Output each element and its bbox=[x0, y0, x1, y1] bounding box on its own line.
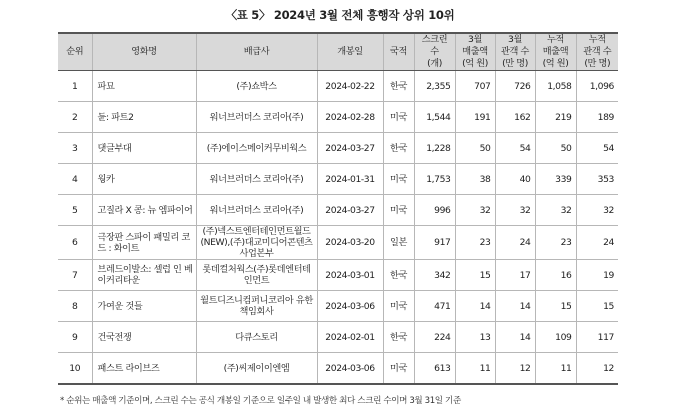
cell-sales: 50 bbox=[455, 133, 495, 164]
cell-audience: 24 bbox=[495, 226, 535, 260]
cell-country: 미국 bbox=[383, 291, 414, 322]
cell-sales: 32 bbox=[455, 195, 495, 226]
cell-rank: 8 bbox=[58, 291, 92, 322]
cell-audience: 40 bbox=[495, 164, 535, 195]
cell-screens: 471 bbox=[414, 291, 455, 322]
cell-rank: 2 bbox=[58, 102, 92, 133]
cell-distributor: 워너브러더스 코리아(주) bbox=[196, 195, 317, 226]
cell-country: 미국 bbox=[383, 353, 414, 385]
cell-release: 2024-03-01 bbox=[317, 260, 383, 291]
cell-audience: 726 bbox=[495, 71, 535, 102]
cell-release: 2024-03-06 bbox=[317, 291, 383, 322]
cell-distributor: (주)넥스트엔터테인먼트월드(NEW),(주)대교미디어콘텐츠사업본부 bbox=[196, 226, 317, 260]
table-row bbox=[58, 164, 618, 195]
table-title: 〈표 5〉 2024년 3월 전체 흥행작 상위 10위 bbox=[225, 8, 455, 22]
cell-country: 한국 bbox=[383, 322, 414, 353]
cell-rank: 7 bbox=[58, 260, 92, 291]
cell-screens: 224 bbox=[414, 322, 455, 353]
cell-audience: 14 bbox=[495, 322, 535, 353]
cell-audience: 17 bbox=[495, 260, 535, 291]
cell-audience: 14 bbox=[495, 291, 535, 322]
cell-sales: 14 bbox=[455, 291, 495, 322]
header-sales: 3월 매출액 (억 원) bbox=[455, 33, 495, 71]
cell-cum-sales: 109 bbox=[535, 322, 576, 353]
header-country: 국적 bbox=[383, 33, 414, 71]
cell-movie: 극장판 스파이 패밀리 코드 : 화이트 bbox=[92, 226, 196, 260]
cell-rank: 4 bbox=[58, 164, 92, 195]
cell-country: 한국 bbox=[383, 260, 414, 291]
cell-screens: 342 bbox=[414, 260, 455, 291]
cell-country: 일본 bbox=[383, 226, 414, 260]
header-cum-sales: 누적 매출액 (억 원) bbox=[535, 33, 576, 71]
cell-release: 2024-01-31 bbox=[317, 164, 383, 195]
cell-audience: 162 bbox=[495, 102, 535, 133]
cell-distributor: 다큐스토리 bbox=[196, 322, 317, 353]
cell-distributor: 워너브러더스 코리아(주) bbox=[196, 164, 317, 195]
cell-release: 2024-03-27 bbox=[317, 195, 383, 226]
cell-country: 미국 bbox=[383, 102, 414, 133]
cell-distributor: (주)에이스메이커무비웍스 bbox=[196, 133, 317, 164]
cell-release: 2024-02-22 bbox=[317, 71, 383, 102]
table-row bbox=[58, 102, 618, 133]
header-cum-audience: 누적 관객 수 (만 명) bbox=[576, 33, 618, 71]
table-row bbox=[58, 71, 618, 102]
cell-sales: 191 bbox=[455, 102, 495, 133]
cell-distributor: 월트디즈니컴퍼니코리아 유한책임회사 bbox=[196, 291, 317, 322]
cell-cum-audience: 15 bbox=[576, 291, 618, 322]
header-screens: 스크린 수 (개) bbox=[414, 33, 455, 71]
header-movie: 영화명 bbox=[92, 33, 196, 71]
cell-release: 2024-03-06 bbox=[317, 353, 383, 385]
footnote: * 순위는 매출액 기준이며, 스크린 수는 공식 개봉일 기준으로 일주일 내 발생한 최다 스크린 수이며 3월 31일 기준 bbox=[60, 396, 461, 406]
cell-country: 미국 bbox=[383, 195, 414, 226]
table-row bbox=[58, 195, 618, 226]
cell-distributor: 롯데컬처웍스(주)롯데엔터테인먼트 bbox=[196, 260, 317, 291]
cell-movie: 패스트 라이브즈 bbox=[92, 353, 196, 385]
cell-screens: 996 bbox=[414, 195, 455, 226]
cell-rank: 10 bbox=[58, 353, 92, 385]
cell-rank: 6 bbox=[58, 226, 92, 260]
cell-cum-sales: 50 bbox=[535, 133, 576, 164]
cell-audience: 32 bbox=[495, 195, 535, 226]
cell-cum-sales: 219 bbox=[535, 102, 576, 133]
cell-cum-audience: 19 bbox=[576, 260, 618, 291]
cell-cum-sales: 339 bbox=[535, 164, 576, 195]
cell-cum-sales: 23 bbox=[535, 226, 576, 260]
header-row bbox=[58, 33, 618, 71]
cell-movie: 듄: 파트2 bbox=[92, 102, 196, 133]
cell-cum-sales: 32 bbox=[535, 195, 576, 226]
cell-movie: 가여운 것들 bbox=[92, 291, 196, 322]
cell-release: 2024-02-01 bbox=[317, 322, 383, 353]
cell-cum-audience: 24 bbox=[576, 226, 618, 260]
cell-cum-audience: 1,096 bbox=[576, 71, 618, 102]
cell-sales: 38 bbox=[455, 164, 495, 195]
cell-cum-audience: 32 bbox=[576, 195, 618, 226]
table-row bbox=[58, 353, 618, 385]
cell-cum-sales: 1,058 bbox=[535, 71, 576, 102]
cell-movie: 파묘 bbox=[92, 71, 196, 102]
table-row bbox=[58, 226, 618, 260]
cell-rank: 9 bbox=[58, 322, 92, 353]
cell-cum-sales: 11 bbox=[535, 353, 576, 385]
cell-distributor: 워너브러더스 코리아(주) bbox=[196, 102, 317, 133]
table-row bbox=[58, 291, 618, 322]
cell-movie: 댓글부대 bbox=[92, 133, 196, 164]
cell-screens: 1,228 bbox=[414, 133, 455, 164]
cell-rank: 5 bbox=[58, 195, 92, 226]
cell-country: 한국 bbox=[383, 133, 414, 164]
cell-cum-sales: 16 bbox=[535, 260, 576, 291]
cell-movie: 웡카 bbox=[92, 164, 196, 195]
cell-release: 2024-03-27 bbox=[317, 133, 383, 164]
cell-audience: 12 bbox=[495, 353, 535, 385]
box-office-table bbox=[58, 32, 618, 385]
cell-rank: 3 bbox=[58, 133, 92, 164]
cell-screens: 1,544 bbox=[414, 102, 455, 133]
header-rank: 순위 bbox=[58, 33, 92, 71]
cell-movie: 건국전쟁 bbox=[92, 322, 196, 353]
cell-cum-audience: 189 bbox=[576, 102, 618, 133]
cell-release: 2024-02-28 bbox=[317, 102, 383, 133]
cell-sales: 15 bbox=[455, 260, 495, 291]
cell-sales: 23 bbox=[455, 226, 495, 260]
header-audience: 3월 관객 수 (만 명) bbox=[495, 33, 535, 71]
cell-cum-audience: 54 bbox=[576, 133, 618, 164]
cell-movie: 고질라 X 콩: 뉴 엠파이어 bbox=[92, 195, 196, 226]
cell-sales: 13 bbox=[455, 322, 495, 353]
cell-sales: 707 bbox=[455, 71, 495, 102]
cell-cum-audience: 353 bbox=[576, 164, 618, 195]
cell-cum-audience: 12 bbox=[576, 353, 618, 385]
cell-cum-sales: 15 bbox=[535, 291, 576, 322]
cell-country: 한국 bbox=[383, 71, 414, 102]
cell-movie: 브레드이발소: 셀럽 인 베이커리타운 bbox=[92, 260, 196, 291]
header-release: 개봉일 bbox=[317, 33, 383, 71]
cell-country: 미국 bbox=[383, 164, 414, 195]
cell-distributor: (주)쇼박스 bbox=[196, 71, 317, 102]
header-distributor: 배급사 bbox=[196, 33, 317, 71]
cell-release: 2024-03-20 bbox=[317, 226, 383, 260]
table-row bbox=[58, 133, 618, 164]
cell-screens: 2,355 bbox=[414, 71, 455, 102]
cell-distributor: (주)씨제이이엔엠 bbox=[196, 353, 317, 385]
table-row bbox=[58, 260, 618, 291]
cell-sales: 11 bbox=[455, 353, 495, 385]
table-row bbox=[58, 322, 618, 353]
cell-audience: 54 bbox=[495, 133, 535, 164]
cell-screens: 1,753 bbox=[414, 164, 455, 195]
cell-screens: 917 bbox=[414, 226, 455, 260]
cell-cum-audience: 117 bbox=[576, 322, 618, 353]
cell-rank: 1 bbox=[58, 71, 92, 102]
cell-screens: 613 bbox=[414, 353, 455, 385]
